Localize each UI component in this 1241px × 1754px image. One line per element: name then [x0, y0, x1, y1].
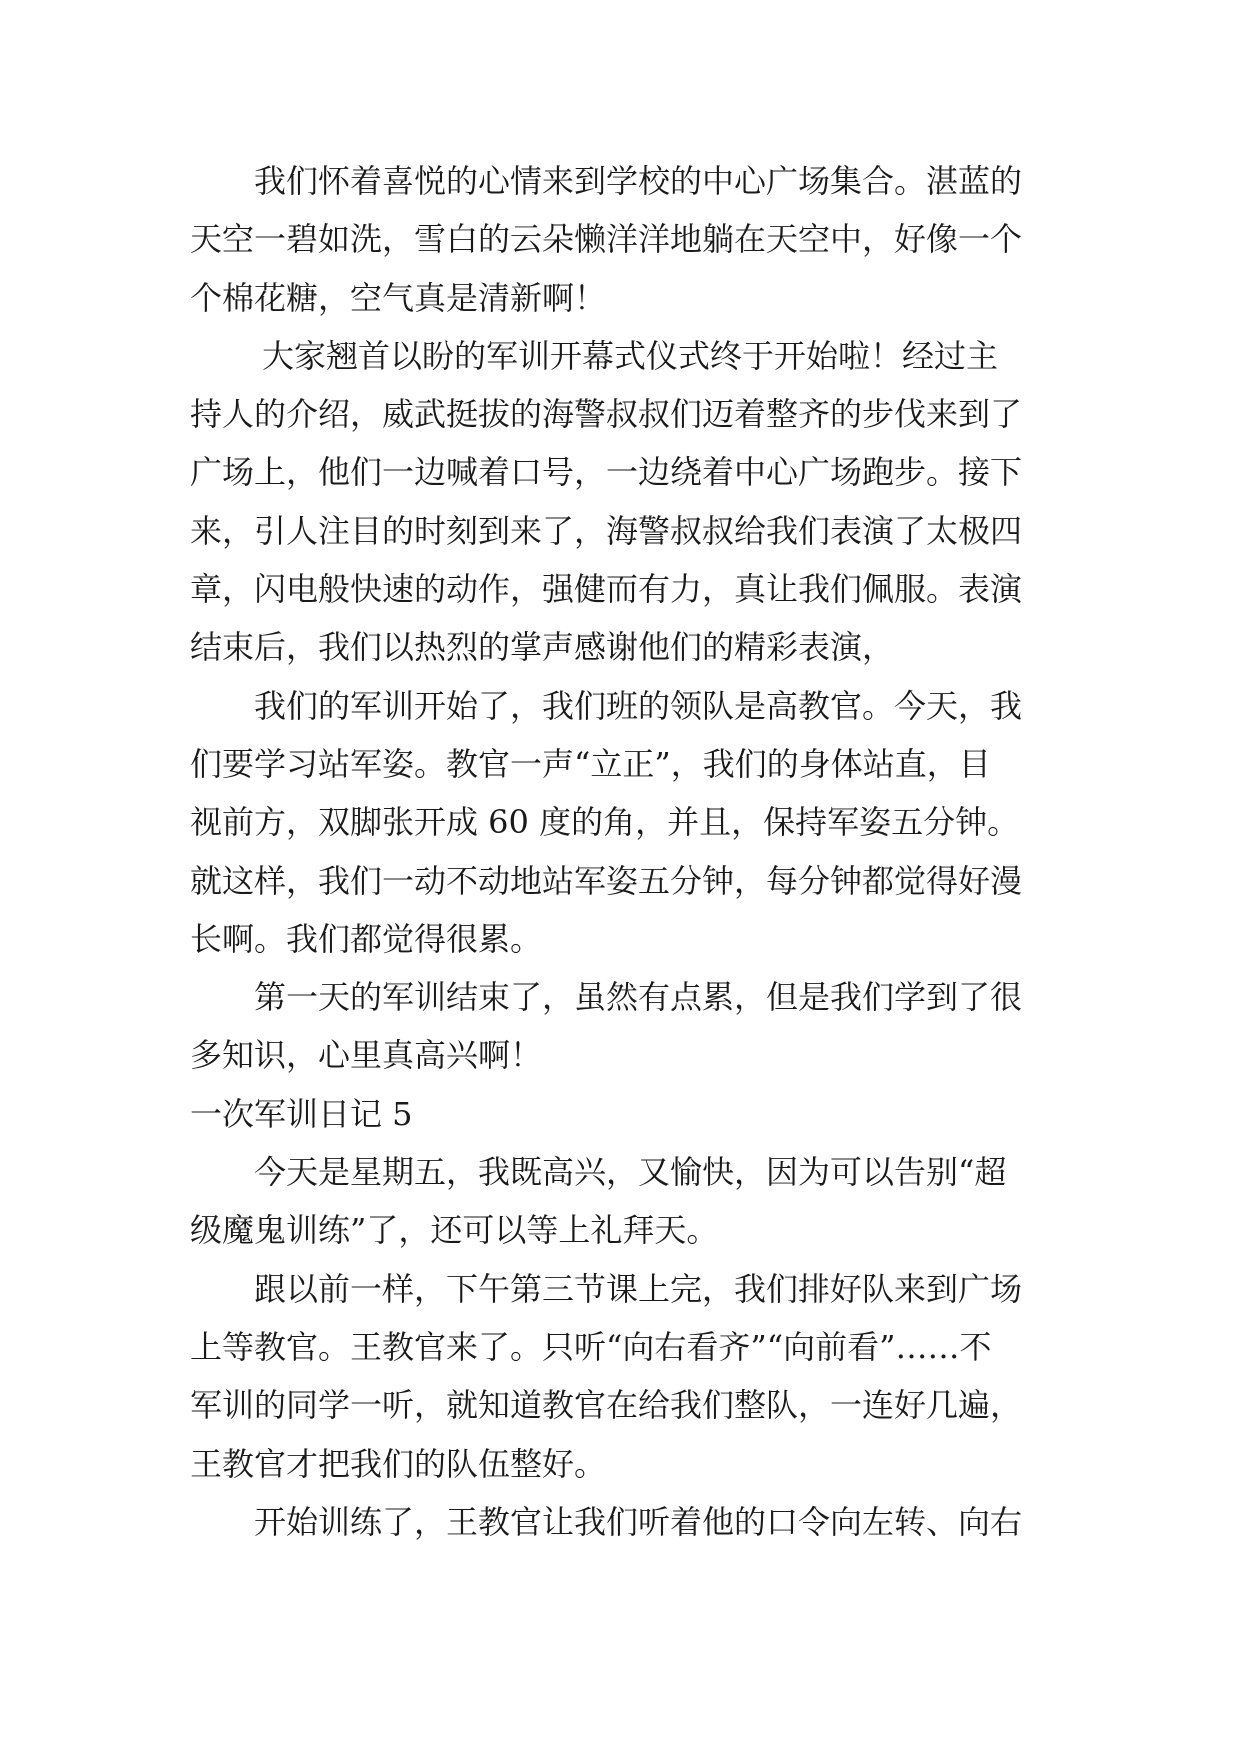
paragraph-line: 视前方，双脚张开成 60 度的角，并且，保持军姿五分钟。 [190, 803, 1020, 842]
paragraph-line: 我们的军训开始了，我们班的领队是高教官。今天，我 [254, 686, 1023, 725]
paragraph-line: 军训的同学一听，就知道教官在给我们整队，一连好几遍， [190, 1386, 1023, 1425]
paragraph-line: 就这样，我们一动不动地站军姿五分钟，每分钟都觉得好漫 [190, 861, 1023, 900]
paragraph-line: 开始训练了，王教官让我们听着他的口令向左转、向右 [254, 1502, 1023, 1541]
paragraph-line: 天空一碧如洗，雪白的云朵懒洋洋地躺在天空中，好像一个 [190, 220, 1023, 259]
body-text [190, 152, 1070, 1551]
paragraph-line: 们要学习站军姿。教官一声“立正”，我们的身体站直，目 [190, 744, 991, 783]
paragraph-line: 个棉花糖，空气真是清新啊！ [190, 278, 607, 317]
paragraph-line: 长啊。我们都觉得很累。 [190, 919, 543, 958]
paragraph-line: 王教官才把我们的队伍整好。 [190, 1444, 607, 1483]
paragraph-line: 上等教官。王教官来了。只听“向右看齐”“向前看”……不 [190, 1327, 992, 1366]
paragraph-line: 多知识，心里真高兴啊！ [190, 1036, 543, 1075]
paragraph-line: 今天是星期五，我既高兴，又愉快，因为可以告别“超 [254, 1153, 1007, 1192]
paragraph-line: 章，闪电般快速的动作，强健而有力，真让我们佩服。表演 [190, 570, 1023, 609]
paragraph-line: 结束后，我们以热烈的掌声感谢他们的精彩表演， [190, 628, 895, 667]
paragraph-line: 持人的介绍，威武挺拔的海警叔叔们迈着整齐的步伐来到了 [190, 395, 1023, 434]
paragraph-line: 大家翘首以盼的军训开幕式仪式终于开始啦！经过主 [262, 336, 999, 375]
paragraph-line: 我们怀着喜悦的心情来到学校的中心广场集合。湛蓝的 [254, 162, 1023, 200]
section-heading: 一次军训日记 5 [190, 1094, 413, 1133]
paragraph-line: 级魔鬼训练”了，还可以等上礼拜天。 [190, 1211, 719, 1250]
paragraph-line: 跟以前一样，下午第三节课上完，我们排好队来到广场 [254, 1269, 1023, 1308]
paragraph-line: 来，引人注目的时刻到来了，海警叔叔给我们表演了太极四 [190, 511, 1023, 550]
paragraph-line: 第一天的军训结束了，虽然有点累，但是我们学到了很 [254, 978, 1023, 1017]
paragraph-line: 广场上，他们一边喊着口号，一边绕着中心广场跑步。接下 [190, 453, 1023, 492]
